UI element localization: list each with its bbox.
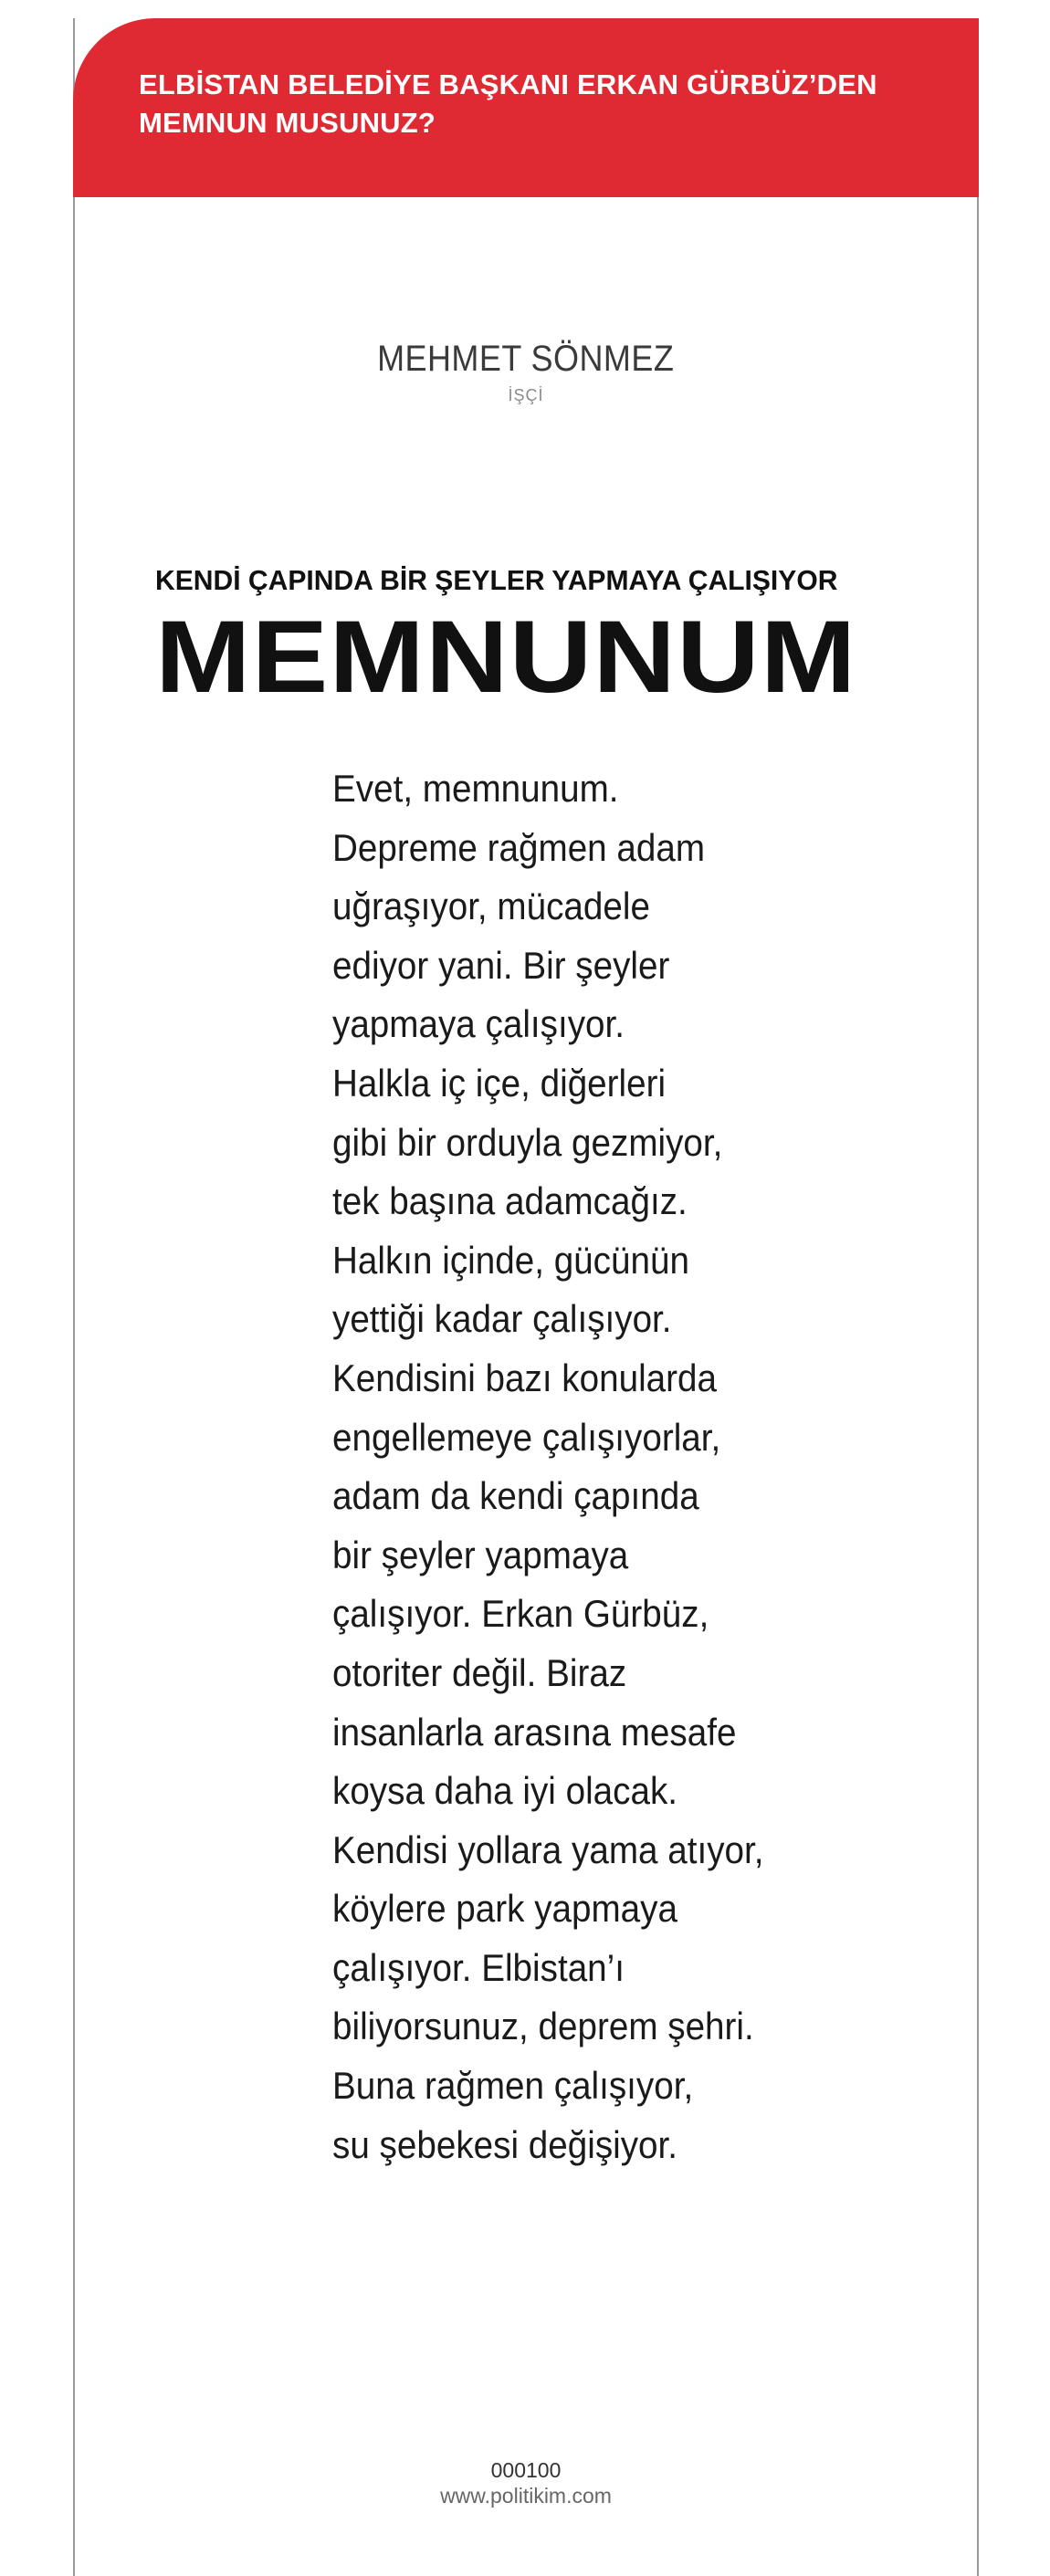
headline: MEMNUNUM bbox=[155, 600, 857, 714]
body-line: Depreme rağmen adam bbox=[332, 825, 706, 869]
body-line: Evet, memnunum. bbox=[332, 767, 619, 810]
footer-code: 000100 bbox=[490, 2458, 562, 2482]
body-line: su şebekesi değişiyor. bbox=[332, 2122, 678, 2166]
body-line: koysa daha iyi olacak. bbox=[332, 1769, 678, 1813]
body-line: biliyorsunuz, deprem şehri. bbox=[332, 2005, 754, 2048]
body-line: ediyor yani. Bir şeyler bbox=[332, 943, 670, 987]
body-line: gibi bir orduyla gezmiyor, bbox=[332, 1120, 723, 1164]
subheadline: KENDİ ÇAPINDA BİR ŞEYLER YAPMAYA ÇALIŞIYOR bbox=[155, 564, 838, 596]
body-line: Kendisini bazı konularda bbox=[332, 1356, 718, 1399]
body-line: çalışıyor. Elbistan’ı bbox=[332, 1945, 625, 1989]
respondent-name: MEHMET SÖNMEZ bbox=[377, 339, 675, 379]
body-line: Buna rağmen çalışıyor, bbox=[332, 2064, 694, 2108]
body-line: yapmaya çalışıyor. bbox=[332, 1002, 625, 1046]
banner-title-line-1: ELBİSTAN BELEDİYE BAŞKANI ERKAN GÜRBÜZ’DEN bbox=[139, 68, 877, 100]
footer bbox=[73, 2457, 979, 2508]
header-banner bbox=[73, 18, 979, 197]
body-line: uğraşıyor, mücadele bbox=[332, 885, 650, 928]
body-line: bir şeyler yapmaya bbox=[332, 1533, 629, 1576]
footer-website-link[interactable]: www.politikim.com bbox=[440, 2484, 612, 2508]
body-line: yettiği kadar çalışıyor. bbox=[332, 1297, 672, 1341]
body-line: köylere park yapmaya bbox=[332, 1887, 677, 1931]
respondent-occupation: İŞÇİ bbox=[508, 386, 544, 404]
body-line: çalışıyor. Erkan Gürbüz, bbox=[332, 1592, 709, 1636]
respondent bbox=[73, 338, 979, 405]
body-line: Kendisi yollara yama atıyor, bbox=[332, 1827, 764, 1871]
body-line: tek başına adamcağız. bbox=[332, 1179, 688, 1223]
banner-title-line-2: MEMNUN MUSUNUZ? bbox=[139, 107, 436, 139]
body-line: Halkın içinde, gücünün bbox=[332, 1238, 689, 1282]
banner-title bbox=[139, 66, 979, 142]
body-line: adam da kendi çapında bbox=[332, 1474, 699, 1518]
body-line: insanlarla arasına mesafe bbox=[332, 1710, 737, 1754]
body-line: otoriter değil. Biraz bbox=[332, 1650, 627, 1694]
body-line: engellemeye çalışıyorlar, bbox=[332, 1415, 721, 1459]
article-body bbox=[332, 759, 844, 2174]
body-line: Halkla iç içe, diğerleri bbox=[332, 1061, 667, 1105]
